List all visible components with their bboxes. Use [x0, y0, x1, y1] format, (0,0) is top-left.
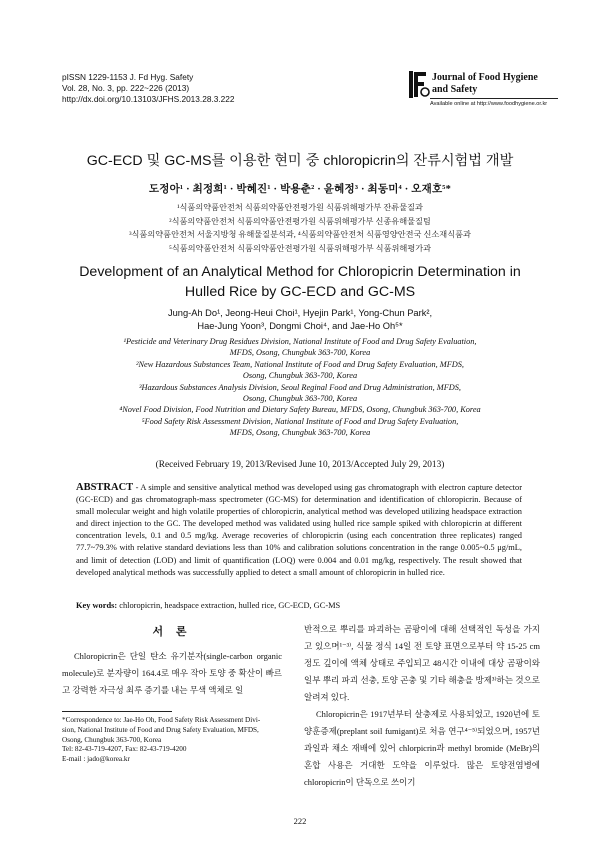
intro-right-column	[304, 621, 540, 791]
footnote-rule	[62, 711, 172, 712]
correspondence-footnote	[62, 716, 282, 765]
abstract-text: - A simple and sensitive analytical method was developed using gas chromatograph with electron capture detector (GC-ECD) and gas chromatograph-mass spectrometer (GC-MS) for determination and identification of chloropicrin. Because of small molecular weight and high volatile properties of chloropicrin, analytical method was developed utilizing headspace extraction and direct injection to the GC. The developed method was validated using hulled rice sample spiked with chloropicrin at different concentration levels, 0.1 and 0.5 mg/kg. Average recoveries of chloropicrin (using each concentration three replicates) ranged 77.7~79.3% with relative standard deviations less than 10% and calibration solutions concentration in the range 0.005~0.5 μg/mL, and limit of detection (LOD) and limit of quantification (LOQ) were 0.004 and 0.01 mg/kg, respectively. The result showed that developed analytical methods was successfully applied to detect a small amount of chloropicrin in hulled rice.	[76, 483, 522, 577]
header-meta	[62, 72, 235, 106]
authors-english	[0, 307, 600, 333]
affiliation-en-4: ⁴Novel Food Division, Food Nutrition and Dietary Safety Bureau, MFDS, Osong, Chungbuk 363-700, Korea	[119, 405, 481, 415]
affiliation-en-2a: ²New Hazardous Substances Team, National Institute of Food and Drug Safety Evaluation, MFDS,	[136, 359, 464, 369]
affiliation-en-5b: MFDS, Osong, Chungbuk 363-700, Korea	[229, 428, 371, 438]
affiliation-en-1a: ¹Pesticide and Veterinary Drug Residues Division, National Institute of Food and Drug Safety Evaluation,	[123, 337, 477, 346]
abstract-heading: ABSTRACT	[76, 482, 134, 493]
journal-url[interactable]: Available online at http://www.foodhygiene.or.kr	[430, 101, 548, 107]
affiliation-en-1b: MFDS, Osong, Chungbuk 363-700, Korea	[229, 348, 371, 358]
issn-line: pISSN 1229-1153 J. Fd Hyg. Safety	[62, 72, 194, 82]
affiliations-english	[0, 336, 600, 439]
affiliation-en-2b: Osong, Chungbuk 363-700, Korea	[242, 371, 358, 381]
journal-logo	[408, 70, 558, 114]
affiliation-kr-3: ³식품의약품안전처 서울지방청 유해물질분석과, ⁴식품의약품안전처 식품영양안전국 신소재식품과	[129, 230, 471, 239]
affiliations-korean	[0, 201, 600, 255]
footnote-email[interactable]: E-mail : jado@korea.kr	[62, 755, 130, 764]
authors-en-line2: Hae-Jung Yoon³, Dongmi Choi⁴, and Jae-Ho Oh⁵*	[197, 321, 403, 332]
journal-rule	[430, 98, 558, 99]
affiliation-kr-2: ²식품의약품안전처 식품의약품안전평가원 식품위해평가부 신종유해물질팀	[169, 216, 431, 226]
journal-logo-icon	[408, 70, 430, 100]
page-number: 222	[293, 816, 307, 826]
journal-title-line1: Journal of Food Hygiene	[432, 72, 538, 83]
affiliation-kr-1: ¹식품의약품안전처 식품의약품안전평가원 식품위해평가부 잔류물질과	[177, 203, 423, 212]
intro-left-column	[62, 648, 282, 699]
title-en-line1: Development of an Analytical Method for Chloropicrin Determination in	[79, 264, 521, 280]
authors-en-line1: Jung-Ah Do¹, Jeong-Heui Choi¹, Hyejin Park¹, Yong-Chun Park²,	[167, 308, 433, 318]
affiliation-kr-4: ⁵식품의약품안전처 식품의약품안전평가원 식품위해평가부 식품위해평가과	[168, 243, 432, 253]
abstract	[76, 482, 522, 579]
doi-line[interactable]: http://dx.doi.org/10.13103/JFHS.2013.28.3.222	[62, 94, 235, 105]
keywords-text: chloropicrin, headspace extraction, hulled rice, GC-ECD, GC-MS	[117, 601, 341, 610]
volume-line: Vol. 28, No. 3, pp. 222~226 (2013)	[62, 83, 190, 94]
affiliation-en-3b: Osong, Chungbuk 363-700, Korea	[242, 394, 358, 404]
intro-left-paragraph: Chloropicrin은 단일 탄소 유기분자(single-carbon organic molecule)로 분자량이 164.4로 매우 작아 토양 중 확산이 빠르고 강력한 자극성 최루 증기를 내는 무색 액체로 일	[62, 651, 282, 695]
affiliation-en-5a: ⁵Food Safety Risk Assessment Division, National Institute of Food and Drug Safety Evaluation,	[141, 416, 459, 426]
footnote-line-1: *Correspondence to: Jae-Ho Oh, Food Safety Risk Assessment Divi-	[62, 716, 261, 724]
received-dates: (Received February 19, 2013/Revised June 10, 2013/Accepted July 29, 2013)	[155, 460, 445, 470]
affiliation-en-3a: ³Hazardous Substances Analysis Division, Seoul Reginal Food and Drug Administration, MFDS,	[139, 382, 461, 392]
keywords-label: Key words:	[76, 601, 118, 610]
title-korean: GC-ECD 및 GC-MS를 이용한 현미 중 chloropicrin의 잔류시험법 개발	[86, 153, 514, 169]
title-en-line2: Hulled Rice by GC-ECD and GC-MS	[184, 284, 416, 300]
footnote-line-4: Tel: 82-43-719-4207, Fax: 82-43-719-4200	[62, 745, 187, 754]
footnote-line-2: sion, National Institute of Food and Drug Safety Evaluation, MFDS,	[62, 725, 259, 734]
journal-title	[432, 72, 538, 95]
intro-right-paragraph-1: 반적으로 뿌리를 파괴하는 곰팡이에 대해 선택적인 독성을 가지고 있으며¹⁻³⁾, 식물 정식 14일 전 토양 표면으로부터 약 15-25 cm 정도 깊이에 액체 상태로 주입되고 48시간 이내에 대상 곰팡이와 일부 뿌리 파괴 선충, 토양 곤충 및 기타 해충을 방제³⁾하는 것으로 알려져 있다.	[304, 624, 540, 702]
title-english	[0, 262, 600, 302]
section-heading-introduction: 서 론	[152, 626, 192, 638]
footnote-line-3: Osong, Chungbuk 363-700, Korea	[62, 735, 162, 744]
intro-right-paragraph-2: Chloropicrin은 1917년부터 살충제로 사용되었고, 1920년에 토양훈증제(preplant soil fumigant)로 처음 연구⁴⁻⁵⁾되었으며, 1957년 과일과 채소 재배에 있어 chlorpicrin과 methyl bromide (MeBr)의 혼합 사용은 거대한 도약을 이루었다. 많은 토양전염병에 chloropicrin이 단독으로 쓰이기	[304, 709, 540, 787]
journal-title-line2: and Safety	[432, 83, 478, 95]
authors-korean: 도정아¹ · 최정희¹ · 박혜진¹ · 박용춘² · 윤혜정³ · 최동미⁴ · 오재호⁵*	[148, 184, 452, 195]
keywords	[76, 601, 522, 610]
